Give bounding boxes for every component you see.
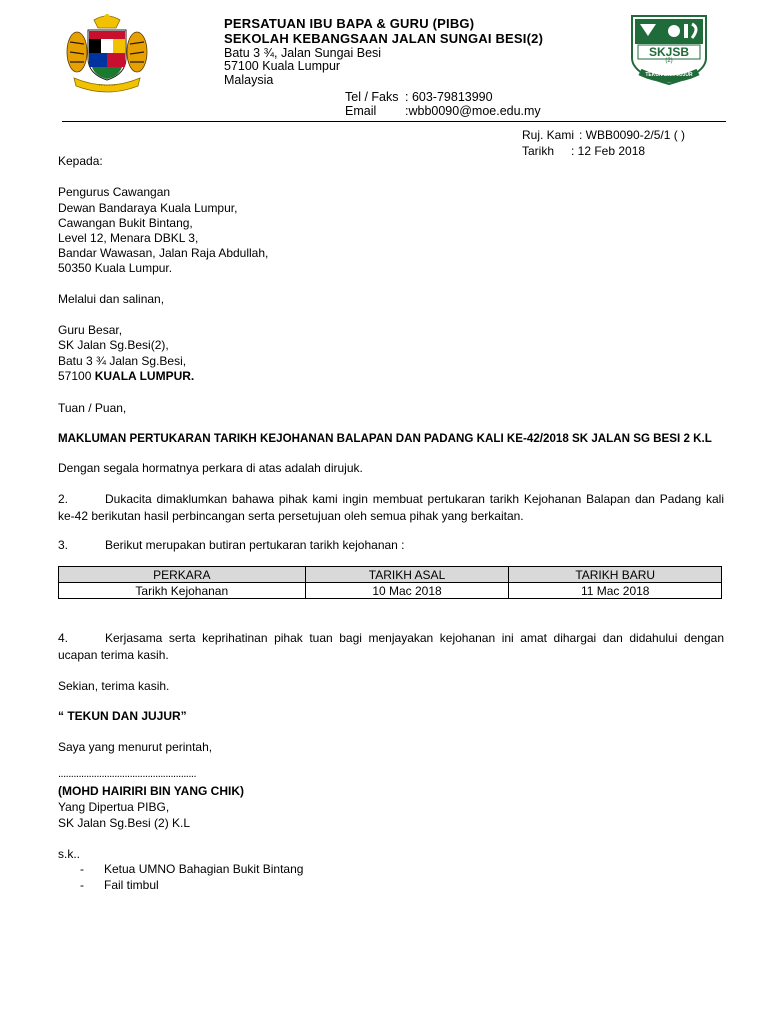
address-line-1: Batu 3 ¾, Jalan Sungai Besi <box>224 46 382 60</box>
recipient-line: Pengurus Cawangan <box>58 185 171 199</box>
motto-text: “ TEKUN DAN JUJUR” <box>58 709 187 723</box>
tel-value: : 603-79813990 <box>405 90 493 104</box>
salutation: Tuan / Puan, <box>58 401 127 415</box>
via-city: KUALA LUMPUR. <box>94 369 195 383</box>
signature-line: ...................................................... <box>58 768 197 780</box>
table-row <box>59 583 722 599</box>
paragraph-number: 3. <box>58 538 69 552</box>
via-line: SK Jalan Sg.Besi(2), <box>58 338 169 352</box>
recipient-line: Dewan Bandaraya Kuala Lumpur, <box>58 201 238 215</box>
cc-item: Ketua UMNO Bahagian Bukit Bintang <box>104 862 304 876</box>
via-line: Batu 3 ¾ Jalan Sg.Besi, <box>58 354 187 368</box>
table-cell: Tarikh Kejohanan <box>59 583 306 599</box>
yours-text: Saya yang menurut perintah, <box>58 740 213 754</box>
cc-item: Fail timbul <box>104 878 159 892</box>
cc-label: s.k.. <box>58 847 81 861</box>
date-label: Tarikh <box>522 144 555 158</box>
subject-line: MAKLUMAN PERTUKARAN TARIKH KEJOHANAN BALAPAN DAN PADANG KALI KE-42/2018 SK JALAN SG BESI 2 K.L <box>58 432 712 445</box>
signatory-school: SK Jalan Sg.Besi (2) K.L <box>58 816 191 830</box>
paragraph-4 <box>58 630 724 664</box>
email-value: :wbb0090@moe.edu.my <box>405 104 541 118</box>
school-name: SEKOLAH KEBANGSAAN JALAN SUNGAI BESI(2) <box>224 31 544 46</box>
via-line: Guru Besar, <box>58 323 123 337</box>
via-postcode: 57100 <box>58 369 95 383</box>
cc-bullet: - <box>80 862 84 876</box>
signatory-name: (MOHD HAIRIRI BIN YANG CHIK) <box>58 784 245 798</box>
paragraph-2 <box>58 491 724 525</box>
intro-paragraph: Dengan segala hormatnya perkara di atas adalah dirujuk. <box>58 461 363 475</box>
signatory-title: Yang Dipertua PIBG, <box>58 800 170 814</box>
recipient-line: Bandar Wawasan, Jalan Raja Abdullah, <box>58 246 269 260</box>
recipient-line: Cawangan Bukit Bintang, <box>58 216 193 230</box>
paragraph-3 <box>58 537 724 554</box>
cc-bullet: - <box>80 878 84 892</box>
recipient-line: Level 12, Menara DBKL 3, <box>58 231 199 245</box>
table-cell: 10 Mac 2018 <box>305 583 509 599</box>
paragraph-number: 2. <box>58 492 69 506</box>
via-line-last <box>58 369 194 384</box>
date-value: : 12 Feb 2018 <box>571 144 646 158</box>
coat-of-arms-logo <box>64 14 150 94</box>
date-change-table <box>58 566 722 599</box>
via-label: Melalui dan salinan, <box>58 292 165 306</box>
tel-label: Tel / Faks <box>345 90 399 104</box>
email-label: Email <box>345 104 377 118</box>
table-header-row <box>59 567 722 583</box>
school-logo-motto: TEKUN DAN JUJUR <box>645 72 693 78</box>
reference-label: Ruj. Kami <box>522 128 575 142</box>
table-cell: 11 Mac 2018 <box>509 583 722 599</box>
table-header-cell: PERKARA <box>59 567 306 583</box>
table-header-cell: TARIKH ASAL <box>305 567 509 583</box>
address-line-3: Malaysia <box>224 73 274 87</box>
recipient-kepada: Kepada: <box>58 154 103 168</box>
recipient-line: 50350 Kuala Lumpur. <box>58 261 173 275</box>
school-logo <box>626 14 712 86</box>
school-logo-sub: (2) <box>665 58 673 64</box>
svg-text:· · · · · · ·: · · · · · · · <box>98 83 116 88</box>
paragraph-text: Dukacita dimaklumkan bahawa pihak kami ingin membuat pertukaran tarikh Kejohanan Balapan dan Padang kali ke-42 berikutan hasil perbincangan serta persetujuan oleh semua pihak yang berkaitan. <box>58 492 724 523</box>
school-logo-text: SKJSB <box>648 45 689 59</box>
paragraph-number: 4. <box>58 631 69 645</box>
table-header-cell: TARIKH BARU <box>509 567 722 583</box>
organization-name: PERSATUAN IBU BAPA & GURU (PIBG) <box>224 16 475 31</box>
reference-value: : WBB0090-2/5/1 ( ) <box>579 128 686 142</box>
header-divider <box>62 121 726 122</box>
closing-text: Sekian, terima kasih. <box>58 679 170 693</box>
paragraph-text: Berikut merupakan butiran pertukaran tarikh kejohanan : <box>105 538 405 552</box>
address-line-2: 57100 Kuala Lumpur <box>224 59 341 73</box>
paragraph-text: Kerjasama serta keprihatinan pihak tuan bagi menjayakan kejohanan ini amat dihargai dan didahului dengan ucapan terima kasih. <box>58 631 724 662</box>
